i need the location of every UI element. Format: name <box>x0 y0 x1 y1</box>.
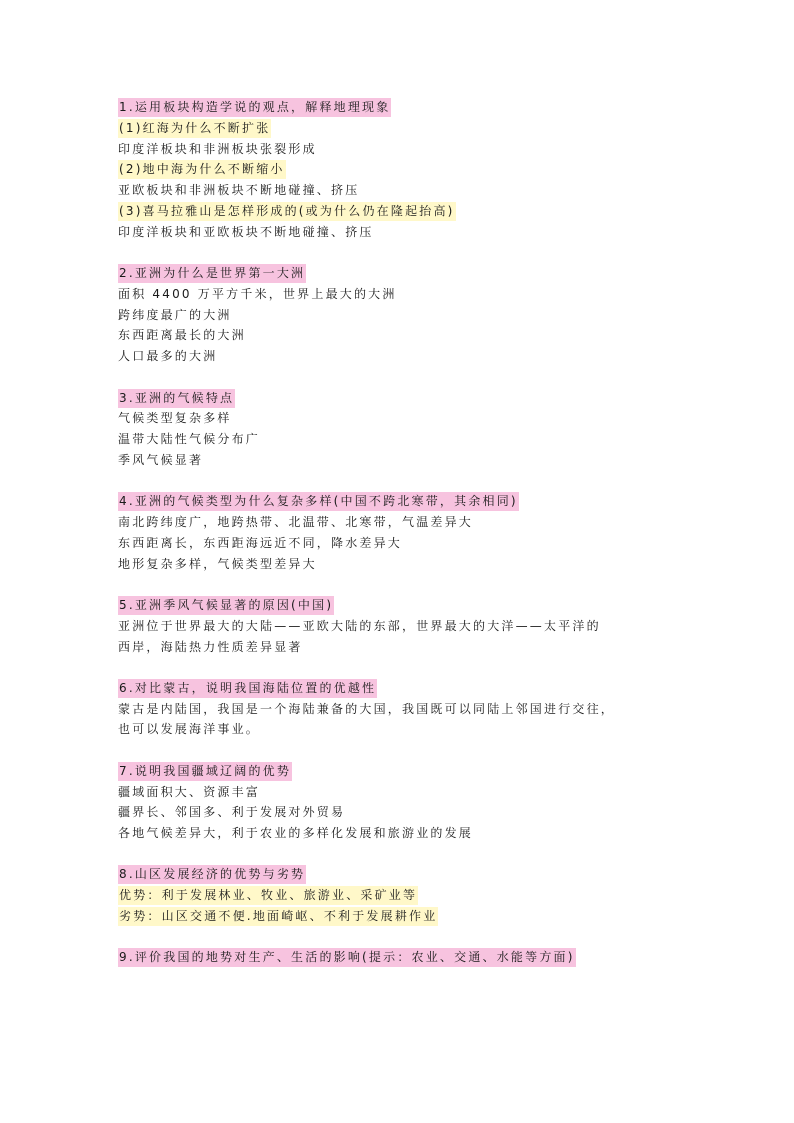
section-title: 7.说明我国疆域辽阔的优势 <box>118 762 292 781</box>
answer-line: 也可以发展海洋事业。 <box>118 722 261 737</box>
disadvantage-line: 劣势：山区交通不便.地面崎岖、不利于发展耕作业 <box>118 907 438 926</box>
answer-line: 印度洋板块和亚欧板块不断地碰撞、挤压 <box>118 224 374 239</box>
answer-line: 东西距离长，东西距海远近不同，降水差异大 <box>118 535 403 550</box>
answer-line: 跨纬度最广的大洲 <box>118 307 232 322</box>
section-7 <box>118 761 698 844</box>
answer-line: 疆界长、邻国多、利于发展对外贸易 <box>118 805 346 820</box>
answer-line: 西岸，海陆热力性质差异显著 <box>118 639 303 654</box>
answer-line: 人口最多的大洲 <box>118 349 218 364</box>
section-8 <box>118 864 698 926</box>
section-title: 8.山区发展经济的优势与劣势 <box>118 865 306 884</box>
advantage-line: 优势：利于发展林业、牧业、旅游业、采矿业等 <box>118 886 418 905</box>
answer-line: 季风气候显著 <box>118 452 204 467</box>
question-line: (1)红海为什么不断扩张 <box>118 119 271 138</box>
section-title: 6.对比蒙古，说明我国海陆位置的优越性 <box>118 679 377 698</box>
section-4 <box>118 491 698 574</box>
answer-line: 疆域面积大、资源丰富 <box>118 784 261 799</box>
section-title: 9.评价我国的地势对生产、生活的影响(提示：农业、交通、水能等方面) <box>118 948 576 967</box>
answer-line: 地形复杂多样，气候类型差异大 <box>118 556 317 571</box>
section-title: 3.亚洲的气候特点 <box>118 389 235 408</box>
answer-line: 亚洲位于世界最大的大陆——亚欧大陆的东部，世界最大的大洋——太平洋的 <box>118 618 601 633</box>
section-2 <box>118 263 698 367</box>
document-page <box>118 97 698 989</box>
section-6 <box>118 678 698 740</box>
answer-line: 气候类型复杂多样 <box>118 411 232 426</box>
answer-line: 温带大陆性气候分布广 <box>118 432 261 447</box>
answer-line: 南北跨纬度广，地跨热带、北温带、北寒带，气温差异大 <box>118 515 474 530</box>
section-title: 2.亚洲为什么是世界第一大洲 <box>118 264 306 283</box>
answer-line: 各地气候差异大，利于农业的多样化发展和旅游业的发展 <box>118 826 474 841</box>
section-5 <box>118 595 698 657</box>
section-1 <box>118 97 698 243</box>
answer-line: 印度洋板块和非洲板块张裂形成 <box>118 141 317 156</box>
section-title: 1.运用板块构造学说的观点，解释地理现象 <box>118 98 391 117</box>
section-title: 4.亚洲的气候类型为什么复杂多样(中国不跨北寒带，其余相同) <box>118 492 519 511</box>
question-line: (2)地中海为什么不断缩小 <box>118 160 286 179</box>
question-line: (3)喜马拉雅山是怎样形成的(或为什么仍在隆起抬高) <box>118 202 456 221</box>
answer-line: 面积 4400 万平方千米，世界上最大的大洲 <box>118 286 397 301</box>
section-title: 5.亚洲季风气候显著的原因(中国) <box>118 596 334 615</box>
answer-line: 亚欧板块和非洲板块不断地碰撞、挤压 <box>118 183 360 198</box>
answer-line: 东西距离最长的大洲 <box>118 328 246 343</box>
section-3 <box>118 388 698 471</box>
answer-line: 蒙古是内陆国，我国是一个海陆兼备的大国，我国既可以同陆上邻国进行交往， <box>118 701 616 716</box>
section-9 <box>118 947 698 968</box>
